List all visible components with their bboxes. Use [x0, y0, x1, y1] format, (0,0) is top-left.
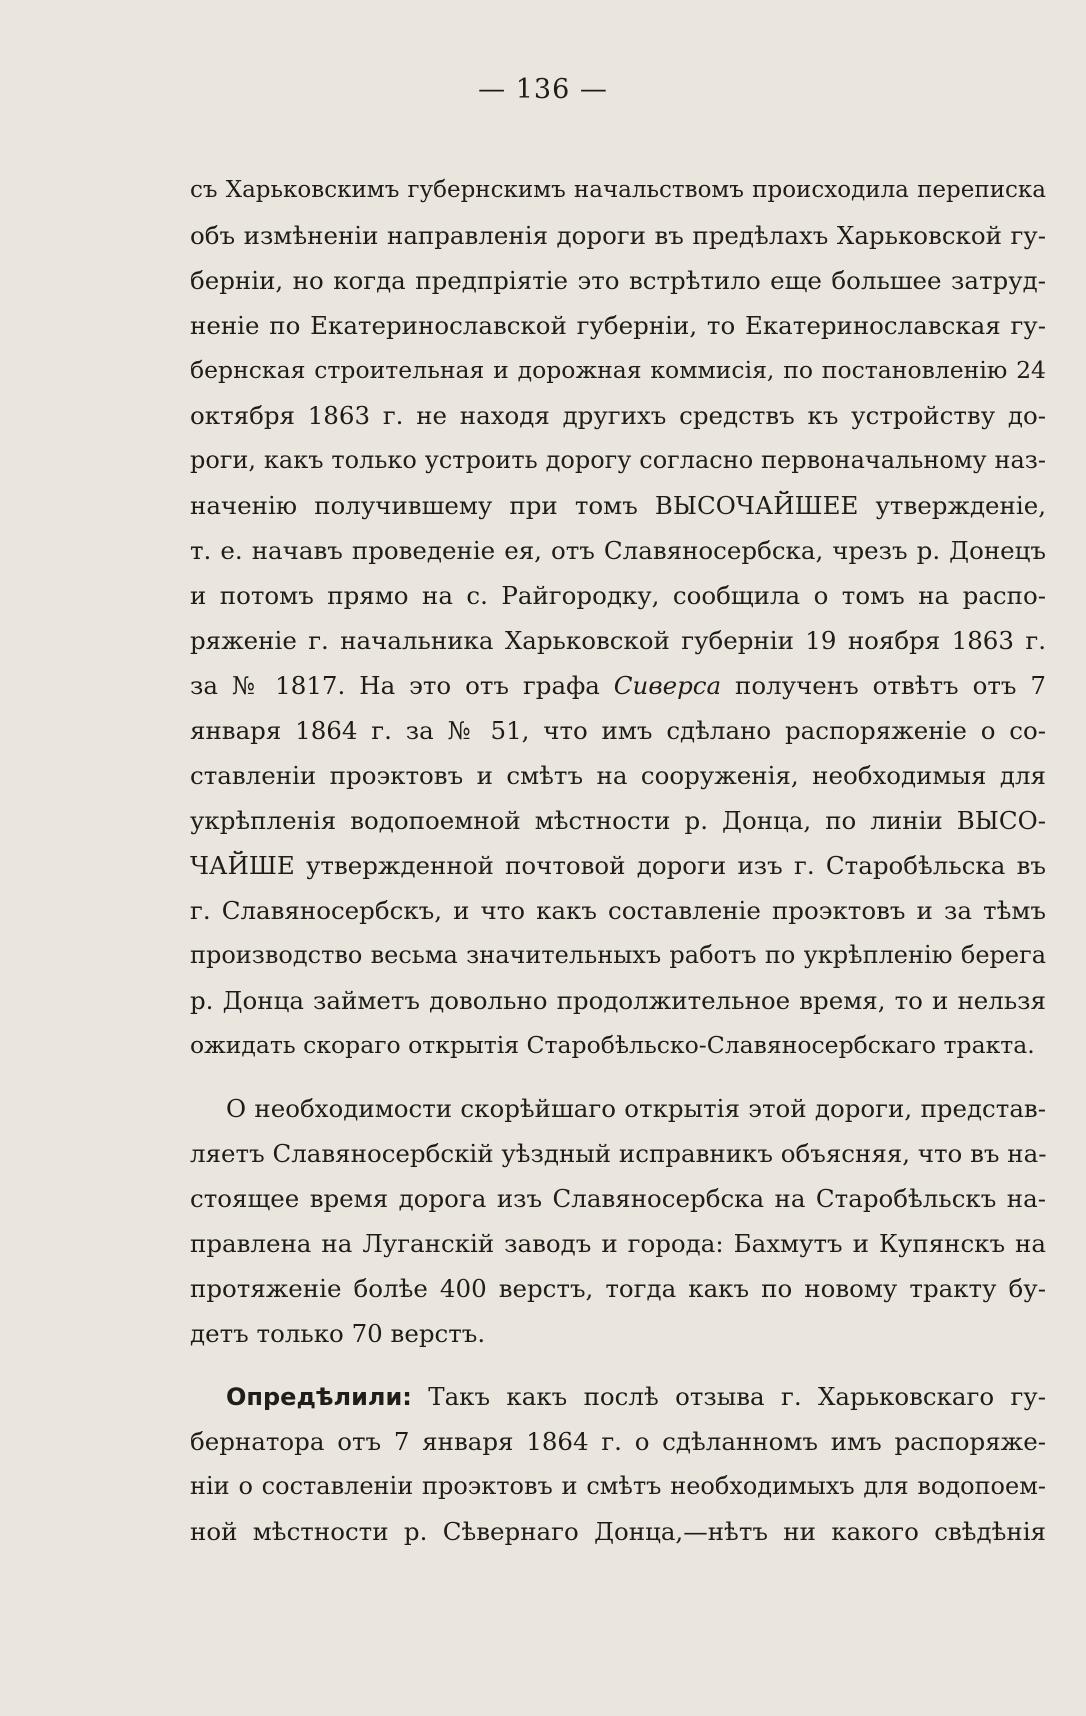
text-line: января 1864 г. за № 51, что имъ сдѣлано распоряженіе о со-: [190, 716, 1046, 745]
text-line: ніи о составленіи проэктовъ и смѣтъ необходимыхъ для водопоем-: [190, 1472, 1046, 1500]
text-line: производство весьма значительныхъ работъ по укрѣпленію берега: [190, 941, 1046, 969]
text-line: ной мѣстности р. Сѣвернаго Донца,—нѣтъ ни какого свѣдѣнія: [190, 1517, 1046, 1546]
paragraph-1: [190, 168, 1046, 1068]
resolution-heading: Опредѣлили:: [226, 1383, 412, 1411]
text-line-with-heading: [190, 1374, 1046, 1419]
paragraph-2: [190, 1086, 1046, 1356]
text-line: правлена на Луганскій заводъ и города: Бахмутъ и Купянскъ на: [190, 1229, 1046, 1258]
text-line: съ Харьковскимъ губернскимъ начальствомъ происходила переписка: [190, 177, 1046, 203]
text-line: г. Славяносербскъ, и что какъ составленіе проэктовъ и за тѣмъ: [190, 896, 1046, 925]
line-text: Такъ какъ послѣ отзыва г. Харьковскаго гу-: [411, 1382, 1046, 1411]
text-line: протяженіе болѣе 400 верстъ, тогда какъ по новому тракту бу-: [190, 1274, 1046, 1303]
text-line: бернатора отъ 7 января 1864 г. о сдѣланномъ имъ распоряже-: [190, 1427, 1046, 1456]
text-line: ряженіе г. начальника Харьковской губерніи 19 ноября 1863 г.: [190, 626, 1046, 655]
italic-name: Сиверса: [613, 671, 722, 700]
line-text-before: за № 1817. На это отъ графа: [190, 671, 614, 700]
text-line: т. е. начавъ проведеніе ея, отъ Славяносербска, чрезъ р. Донецъ: [190, 536, 1046, 565]
paragraph-3: [190, 1374, 1046, 1554]
text-line: и потомъ прямо на с. Райгородку, сообщила о томъ на распо-: [190, 581, 1046, 610]
text-line: О необходимости скорѣйшаго открытія этой дороги, представ-: [226, 1094, 1046, 1123]
text-line: берніи, но когда предпріятіе это встрѣтило еще большее затруд-: [190, 266, 1046, 295]
text-line: ставленіи проэктовъ и смѣтъ на сооруженія, необходимыя для: [190, 761, 1046, 790]
text-line-with-italic: [190, 663, 1046, 708]
text-line: наченію получившему при томъ ВЫСОЧАЙШЕЕ утвержденіе,: [190, 491, 1046, 520]
text-line: неніе по Екатеринославской губерніи, то Екатеринославская гу-: [190, 311, 1046, 340]
text-line: ЧАЙШЕ утвержденной почтовой дороги изъ г. Старобѣльска въ: [190, 851, 1046, 880]
text-line: р. Донца займетъ довольно продолжительное время, то и нельзя: [190, 986, 1046, 1015]
line-text-after: полученъ отвѣтъ отъ 7: [721, 671, 1046, 700]
text-line: укрѣпленія водопоемной мѣстности р. Донца, по линіи ВЫСО-: [190, 806, 1046, 835]
text-line: октября 1863 г. не находя другихъ средствъ къ устройству до-: [190, 401, 1046, 430]
text-line: ожидать скораго открытія Старобѣльско-Славяносербскаго тракта.: [190, 1031, 1035, 1059]
text-line: стоящее время дорога изъ Славяносербска на Старобѣльскъ на-: [190, 1184, 1046, 1213]
text-line: роги, какъ только устроить дорогу согласно первоначальному наз-: [190, 446, 1046, 474]
text-line: ляетъ Славяносербскій уѣздный исправникъ объясняя, что въ на-: [190, 1139, 1046, 1168]
body-text: [190, 168, 1046, 1554]
text-line: бернская строительная и дорожная коммисія, по постановленію 24: [190, 356, 1046, 384]
page-number: — 136 —: [478, 74, 608, 105]
text-line: объ измѣненіи направленія дороги въ предѣлахъ Харьковской гу-: [190, 221, 1046, 250]
text-line: детъ только 70 верстъ.: [190, 1319, 486, 1348]
